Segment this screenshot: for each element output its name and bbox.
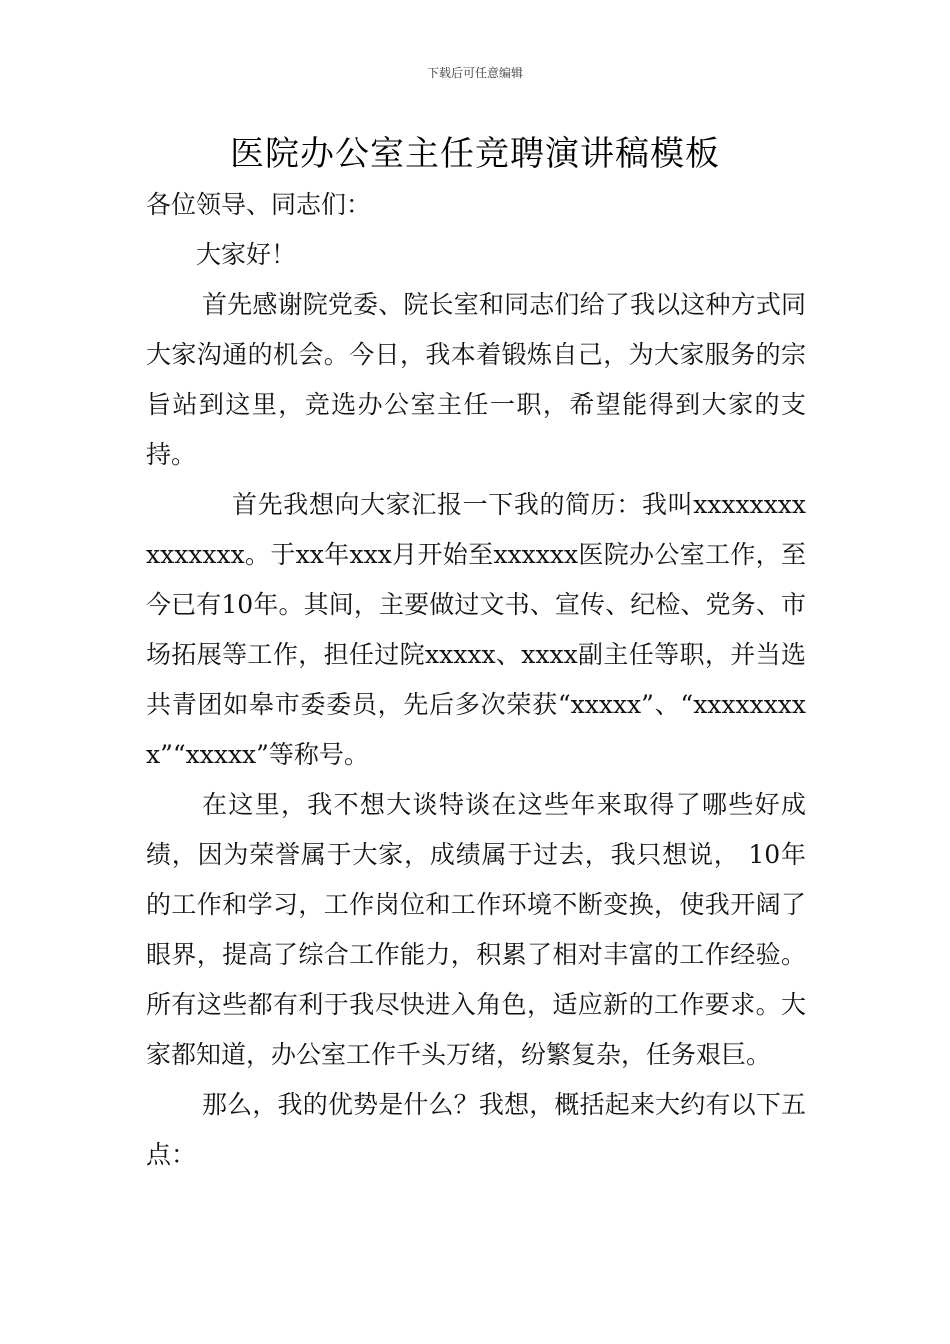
paragraph-resume: 首先我想向大家汇报一下我的简历：我叫xxxxxxxxxxxxxxx。于xx年xxx月开始至xxxxxx医院办公室工作，至今已有10年。其间，主要做过文书、宣传、纪检、党务、市场拓展等工作，担任过院xxxxx、xxxx副主任等职，并当选共青团如皋市委委员，先后多次荣获“xxxxx”、“xxxxxxxxx”“xxxxx”等称号。 — [146, 490, 806, 769]
salutation: 各位领导、同志们： — [146, 190, 372, 219]
document-title: 医院办公室主任竞聘演讲稿模板 — [230, 134, 720, 174]
paragraph-experience: 在这里，我不想大谈特谈在这些年来取得了哪些好成绩，因为荣誉属于大家，成绩属于过去，我只想说， 10年的工作和学习，工作岗位和工作环境不断变换，使我开阔了眼界，提高了综合工作能力，积累了相对丰富的工作经验。所有这些都有利于我尽快进入角色，适应新的工作要求。大家都知道，办公室工作千头万绪，纷繁复杂，任务艰巨。 — [146, 790, 806, 1069]
document-body — [146, 180, 806, 1180]
paragraph-thanks: 首先感谢院党委、院长室和同志们给了我以这种方式同大家沟通的机会。今日，我本着锻炼自己，为大家服务的宗旨站到这里，竞选办公室主任一职，希望能得到大家的支持。 — [146, 290, 806, 469]
greeting: 大家好！ — [196, 240, 297, 269]
paragraph-advantages: 那么，我的优势是什么？我想，概括起来大约有以下五点： — [146, 1090, 806, 1169]
header-note: 下载后可任意编辑 — [426, 66, 523, 80]
